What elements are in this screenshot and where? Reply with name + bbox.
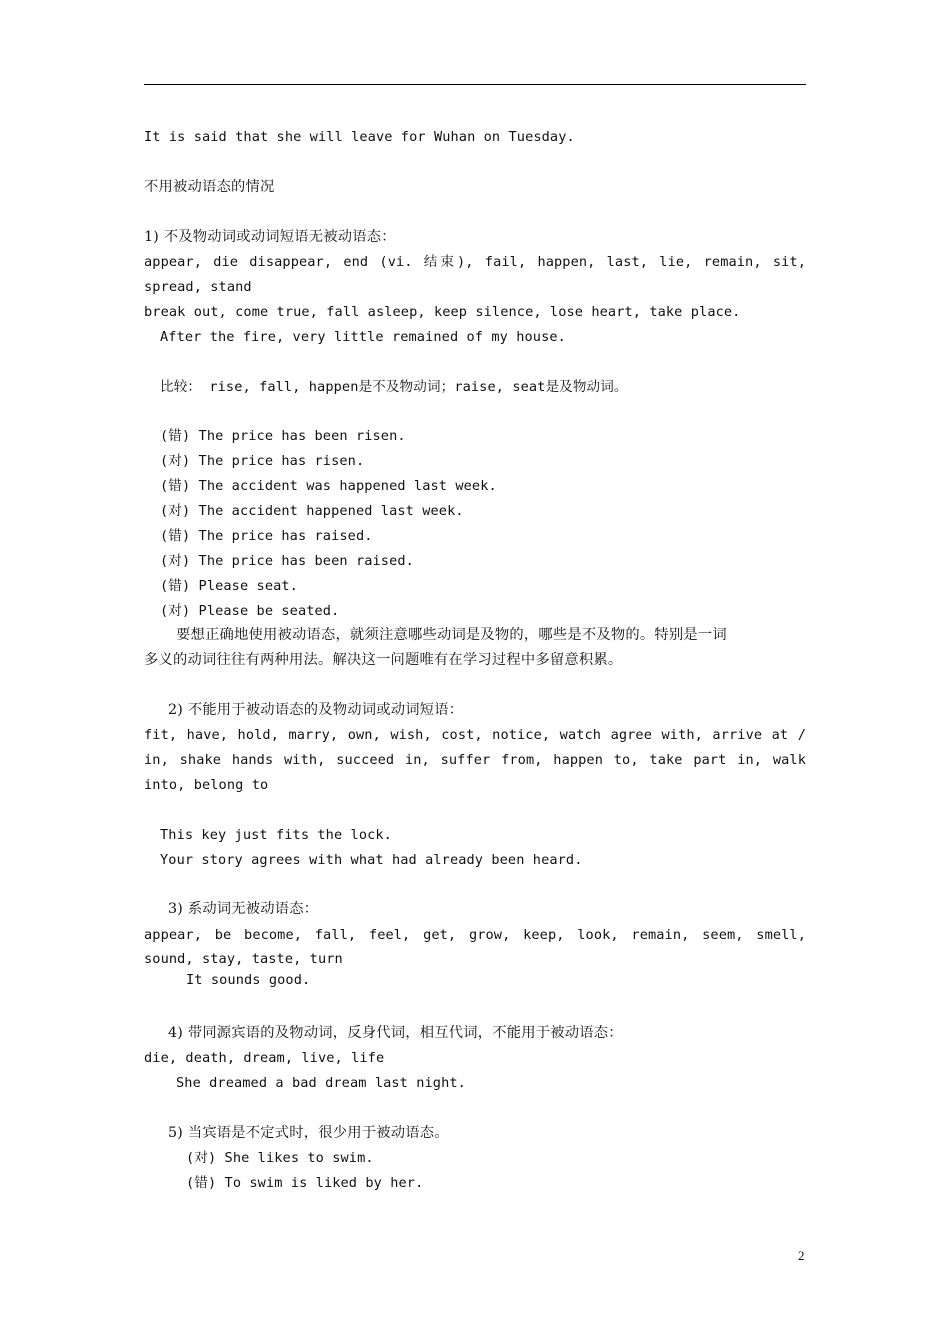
section-2-words-line-1: fit, have, hold, marry, own, wish, cost, notice, watch agree with, arrive at / bbox=[144, 727, 806, 743]
example-pair-line: (对) Please be seated. bbox=[160, 603, 340, 619]
section-5-right-example: (对) She likes to swim. bbox=[186, 1150, 374, 1166]
example-pair-line: (错) The price has been risen. bbox=[160, 428, 406, 444]
page-number: 2 bbox=[798, 1248, 805, 1263]
section-4-title: 4) 带同源宾语的及物动词，反身代词，相互代词，不能用于被动语态： bbox=[168, 1025, 623, 1041]
section-2-title: 2) 不能用于被动语态的及物动词或动词短语： bbox=[168, 702, 464, 718]
header-rule bbox=[144, 84, 806, 85]
section-3-title: 3) 系动词无被动语态： bbox=[168, 901, 319, 917]
section-1-example: After the fire, very little remained of my house. bbox=[160, 329, 566, 345]
section-5-wrong-example: (错) To swim is liked by her. bbox=[186, 1175, 424, 1191]
section-2-example-2: Your story agrees with what had already been heard. bbox=[160, 852, 583, 868]
note-line-1: 要想正确地使用被动语态，就须注意哪些动词是及物的，哪些是不及物的。特别是一词 bbox=[176, 627, 727, 643]
section-3-words-line-2: sound, stay, taste, turn bbox=[144, 951, 343, 967]
section-1-words-line-2: spread, stand bbox=[144, 279, 252, 295]
section-3-example: It sounds good. bbox=[186, 972, 311, 988]
example-pair-line: (错) The price has raised. bbox=[160, 528, 373, 544]
example-pair-line: (错) The accident was happened last week. bbox=[160, 478, 497, 494]
example-pair-line: (对) The price has been raised. bbox=[160, 553, 414, 569]
section-heading: 不用被动语态的情况 bbox=[144, 179, 275, 195]
section-5-title: 5) 当宾语是不定式时，很少用于被动语态。 bbox=[168, 1125, 449, 1141]
section-1-words-line-3: break out, come true, fall asleep, keep silence, lose heart, take place. bbox=[144, 304, 741, 320]
section-2-example-1: This key just fits the lock. bbox=[160, 827, 392, 843]
section-4-example: She dreamed a bad dream last night. bbox=[176, 1075, 466, 1091]
note-line-2: 多义的动词往往有两种用法。解决这一问题唯有在学习过程中多留意积累。 bbox=[144, 652, 623, 668]
example-pair-line: (对) The accident happened last week. bbox=[160, 503, 464, 519]
section-1-words-line-1: appear, die disappear, end (vi. 结束), fail, happen, last, lie, remain, sit, bbox=[144, 254, 806, 270]
example-pair-line: (对) The price has risen. bbox=[160, 453, 365, 469]
section-2-words-line-3: into, belong to bbox=[144, 777, 269, 793]
example-pair-line: (错) Please seat. bbox=[160, 578, 298, 594]
section-3-words-line-1: appear, be become, fall, feel, get, grow, keep, look, remain, seem, smell, bbox=[144, 927, 806, 943]
section-4-words-line-1: die, death, dream, live, life bbox=[144, 1050, 385, 1066]
section-2-words-line-2: in, shake hands with, succeed in, suffer from, happen to, take part in, walk bbox=[144, 752, 806, 768]
intro-sentence: It is said that she will leave for Wuhan on Tuesday. bbox=[144, 129, 575, 145]
section-1-title: 1) 不及物动词或动词短语无被动语态： bbox=[144, 229, 396, 245]
section-1-compare: 比较： rise, fall, happen是不及物动词；raise, seat是及物动词。 bbox=[160, 379, 628, 395]
